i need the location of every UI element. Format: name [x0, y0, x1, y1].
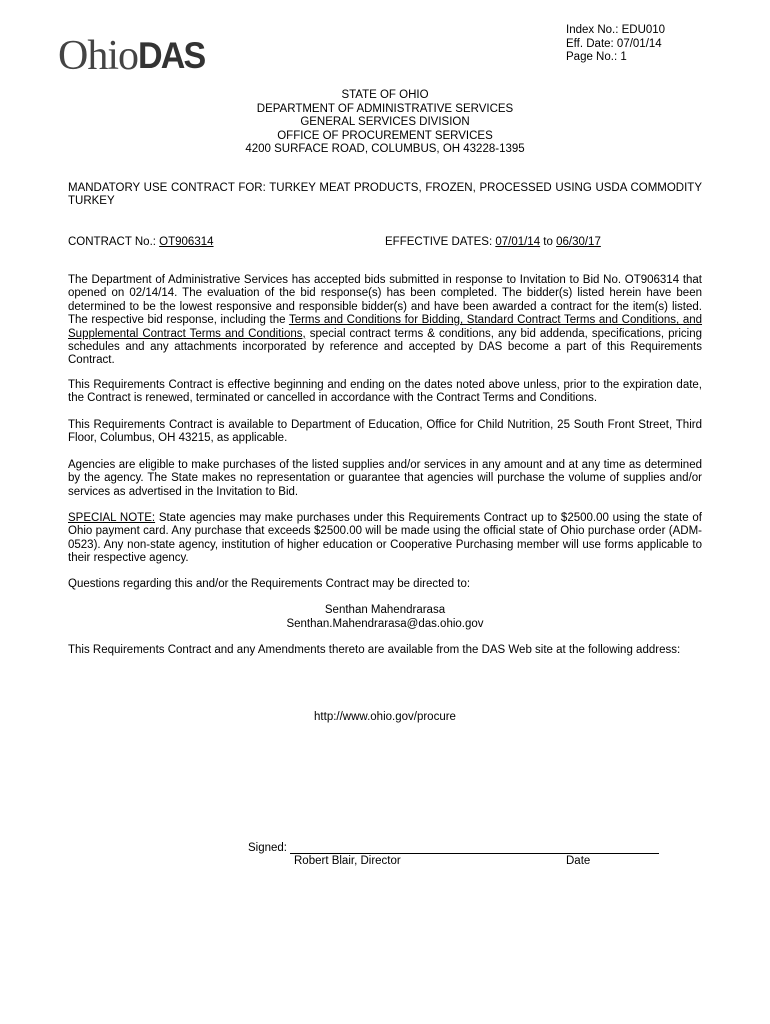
logo-ohio-text: Ohio	[58, 33, 138, 79]
paragraph-bid-award-text-a: The Department of Administrative Services has accepted bids submitted in response to Invitation to Bid No. OT906314 that opened on 02/14/14. The evaluation of the bid response(s) has been completed. The bidder(s) listed herein have been determined to be the lowest responsive and responsible bidder(s) and have been awarded a contract for the item(s) listed. The respective bid response, including the	[68, 274, 702, 327]
contract-number-value: OT906314	[159, 236, 214, 248]
contact-block	[0, 604, 770, 631]
contract-number-label: CONTRACT No.:	[68, 236, 160, 248]
index-block	[566, 24, 665, 65]
agency-header	[0, 89, 770, 157]
paragraph-special-note	[68, 512, 702, 566]
paragraph-website: This Requirements Contract and any Amendments thereto are available from the DAS Web site at the following address:	[68, 644, 681, 656]
special-note-text: State agencies may make purchases under this Requirements Contract up to $2500.00 using the state of Ohio payment card. Any purchase that exceeds $2500.00 will be made using the official state of Ohio purchase order (ADM-0523). Any non-state agency, institution of higher education or Cooperative Purchasing member will use forms applicable to their respective agency.	[68, 512, 702, 565]
effective-date: Eff. Date: 07/01/14	[566, 37, 662, 50]
contact-email: Senthan.Mahendrarasa@das.ohio.gov	[286, 617, 484, 630]
header-line-3: GENERAL SERVICES DIVISION	[300, 116, 470, 128]
logo-das-text: DAS	[138, 35, 205, 76]
ohio-das-logo	[58, 34, 210, 78]
paragraph-bid-award	[68, 274, 702, 368]
paragraph-effective-term: This Requirements Contract is effective beginning and ending on the dates noted above unless, prior to the expiration date, the Contract is renewed, terminated or cancelled in accordance with the Contract Terms and Conditions.	[68, 379, 702, 405]
paragraph-bid-award-text-b: special contract terms & conditions, any bid addenda, specifications, pricing schedules and any attachments incorporated by reference and accepted by DAS become a part of this Requirements Contract.	[68, 327, 702, 367]
header-line-1: STATE OF OHIO	[341, 89, 429, 101]
contract-title: MANDATORY USE CONTRACT FOR: TURKEY MEAT PRODUCTS, FROZEN, PROCESSED USING USDA COMMODITY TURKEY	[68, 182, 702, 208]
header-line-4: OFFICE OF PROCUREMENT SERVICES	[277, 129, 493, 142]
paragraph-eligibility: Agencies are eligible to make purchases of the listed supplies and/or services in any amount and at any time as determined by the agency. The State makes no representation or guarantee that agencies will purchase the volume of supplies and/or services as advertised in the Invitation to Bid.	[68, 459, 702, 498]
page-number: Page No.: 1	[566, 51, 627, 63]
signature-date-label: Date	[566, 855, 591, 867]
terms-and-conditions-text: Terms and Conditions for Bidding, Standard Contract Terms and Conditions, and Supplemental Contract Terms and Conditions,	[68, 314, 703, 340]
special-note-label: SPECIAL NOTE:	[68, 512, 156, 524]
header-line-2: DEPARTMENT OF ADMINISTRATIVE SERVICES	[256, 102, 514, 115]
signed-label: Signed:	[248, 842, 288, 854]
index-number: Index No.: EDU010	[566, 24, 666, 36]
header-line-5: 4200 SURFACE ROAD, COLUMBUS, OH 43228-1395	[245, 143, 525, 155]
paragraph-questions: Questions regarding this and/or the Requirements Contract may be directed to:	[68, 578, 471, 590]
signer-name: Robert Blair, Director	[294, 855, 401, 867]
signature-line	[290, 853, 659, 854]
procurement-url: http://www.ohio.gov/procure	[314, 711, 456, 723]
dates-separator: to	[540, 236, 557, 248]
effective-dates-label: EFFECTIVE DATES:	[385, 236, 496, 248]
contact-name: Senthan Mahendrarasa	[324, 604, 446, 616]
effective-dates	[385, 236, 601, 248]
start-date: 07/01/14	[495, 236, 541, 248]
contract-number	[68, 236, 214, 248]
end-date: 06/30/17	[556, 236, 601, 248]
paragraph-availability: This Requirements Contract is available to Department of Education, Office for Child Nutrition, 25 South Front Street, Third Floor, Columbus, OH 43215, as applicable.	[68, 419, 702, 445]
